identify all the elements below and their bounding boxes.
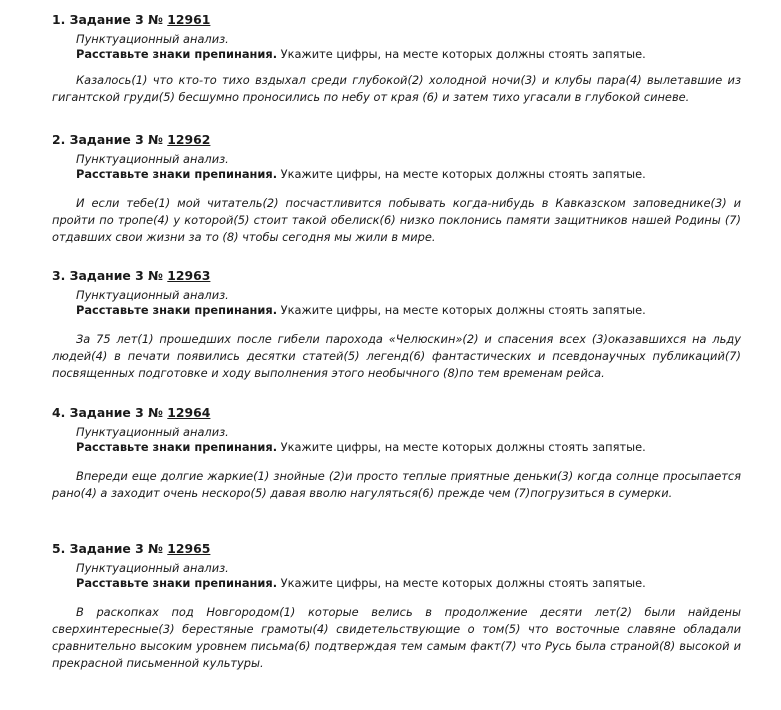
task-instruction-rest: Укажите цифры, на месте которых должны стоять запятые.	[277, 303, 646, 317]
task-header	[52, 541, 210, 556]
task-text: В раскопках под Новгородом(1) которые велись в продолжение десяти лет(2) были найдены сверхинтересные(3) берестяные грамоты(4) свидетельствующие о том(5) что восточные славяне обладали сравнительно высоким уровнем письма(6) подтверждая тем самым факт(7) что Русь была страной(8) высокой и прекрасной письменной культуры.	[52, 605, 741, 670]
task-instruction-bold: Расставьте знаки препинания.	[76, 440, 278, 454]
task-header	[52, 132, 210, 147]
task-number-link[interactable]: 12961	[167, 12, 211, 27]
task-number-link[interactable]: 12962	[167, 132, 211, 147]
task-instruction-rest: Укажите цифры, на месте которых должны стоять запятые.	[277, 440, 646, 454]
task-header-label: 2. Задание 3 №	[52, 132, 168, 147]
task-instruction-bold: Расставьте знаки препинания.	[76, 303, 278, 317]
task-header	[52, 405, 210, 420]
task-instruction	[76, 576, 646, 590]
task-instruction-rest: Укажите цифры, на месте которых должны стоять запятые.	[277, 167, 646, 181]
task-instruction	[76, 47, 646, 61]
task-text: Впереди еще долгие жаркие(1) знойные (2)и просто теплые приятные деньки(3) когда солнце просыпается рано(4) а заходит очень нескоро(5) давая вволю нагуляться(6) прежде чем (7)погрузиться в сумерки.	[52, 469, 741, 500]
task-header-label: 3. Задание 3 №	[52, 268, 168, 283]
task-instruction-bold: Расставьте знаки препинания.	[76, 47, 278, 61]
task-header	[52, 268, 210, 283]
task-header-label: 4. Задание 3 №	[52, 405, 168, 420]
task-instruction	[76, 303, 646, 317]
task-header-label: 1. Задание 3 №	[52, 12, 168, 27]
task-type: Пунктуационный анализ.	[76, 288, 229, 302]
task-instruction-rest: Укажите цифры, на месте которых должны стоять запятые.	[277, 576, 646, 590]
task-header-label: 5. Задание 3 №	[52, 541, 168, 556]
task-instruction-bold: Расставьте знаки препинания.	[76, 576, 278, 590]
task-text: И если тебе(1) мой читатель(2) посчастливится побывать когда-нибудь в Кавказском заповеднике(3) и пройти по тропе(4) у которой(5) стоит такой обелиск(6) низко поклонись памяти защитников нашей Родины (7) отдавших свои жизни за то (8) чтобы сегодня мы жили в мире.	[52, 196, 741, 244]
task-instruction-rest: Укажите цифры, на месте которых должны стоять запятые.	[277, 47, 646, 61]
task-number-link[interactable]: 12964	[167, 405, 211, 420]
task-type: Пунктуационный анализ.	[76, 152, 229, 166]
task-text: Казалось(1) что кто-то тихо вздыхал среди глубокой(2) холодной ночи(3) и клубы пара(4) вылетавшие из гигантской груди(5) бесшумно проносились по небу от края (6) и затем тихо угасали в глубокой синеве.	[52, 73, 741, 104]
task-text: За 75 лет(1) прошедших после гибели парохода «Челюскин»(2) и спасения всех (3)оказавшихся на льду людей(4) в печати появились десятки статей(5) легенд(6) фантастических и псевдонаучных публикаций(7) посвященных подготовке и ходу выполнения этого необычного (8)по тем временам рейса.	[52, 332, 741, 380]
task-instruction	[76, 167, 646, 181]
task-instruction	[76, 440, 646, 454]
task-number-link[interactable]: 12963	[167, 268, 211, 283]
task-instruction-bold: Расставьте знаки препинания.	[76, 167, 278, 181]
task-header	[52, 12, 210, 27]
task-type: Пунктуационный анализ.	[76, 561, 229, 575]
task-number-link[interactable]: 12965	[167, 541, 211, 556]
task-type: Пунктуационный анализ.	[76, 425, 229, 439]
task-type: Пунктуационный анализ.	[76, 32, 229, 46]
